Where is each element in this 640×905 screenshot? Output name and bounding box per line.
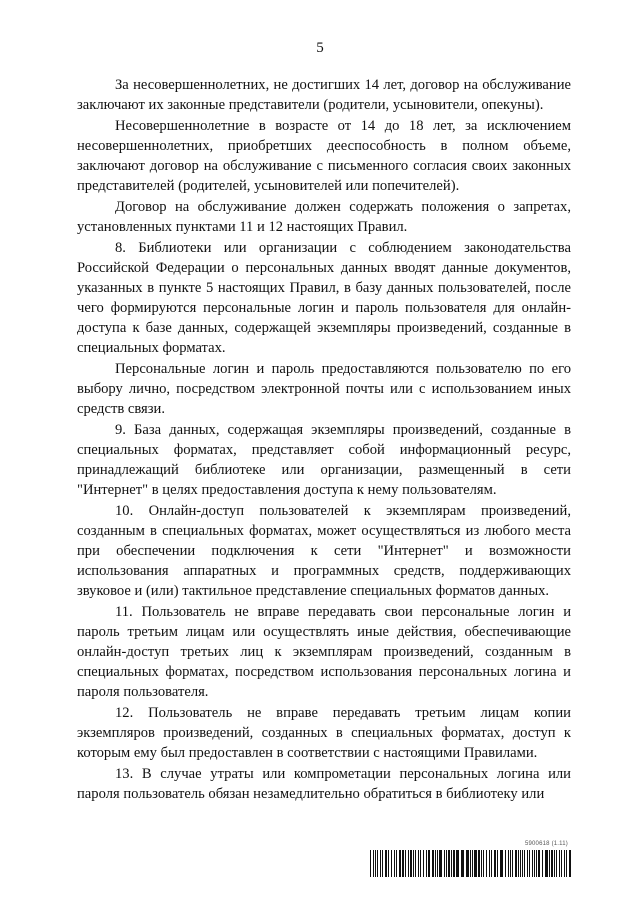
document-code: 5900618 (1.11) [524,841,568,847]
document-body [77,75,571,805]
paragraph: 13. В случае утраты или компрометации персональных логина или пароля пользователь обязан незамедлительно обратиться в библиотеку или [77,766,571,802]
paragraph: 11. Пользователь не вправе передавать свои персональные логин и пароль третьим лицам или осуществлять иные действия, обеспечивающие онлайн-доступ третьих лиц к экземплярам произведений, созданным в специальных форматах, посредством использования персональных логина и пароля пользователя. [77,604,571,700]
paragraph: 10. Онлайн-доступ пользователей к экземплярам произведений, созданным в специальных форматах, может осуществляться из любого места при обеспечении подключения к сети "Интернет" и возможности использования аппаратных и программных средств, поддерживающих звуковое и (или) тактильное представление специальных форматов данных. [77,503,571,599]
barcode-image [370,850,572,877]
paragraph: Договор на обслуживание должен содержать положения о запретах, установленных пунктами 11 и 12 настоящих Правил. [77,199,571,235]
paragraph: 8. Библиотеки или организации с соблюдением законодательства Российской Федерации о персональных данных вводят данные документов, указанных в пункте 5 настоящих Правил, в базу данных пользователей, после чего формируются персональные логин и пароль пользователя для онлайн-доступа к базе данных, содержащей экземпляры произведений, созданные в специальных форматах. [77,240,571,356]
page-number: 5 [316,40,324,56]
paragraph: За несовершеннолетних, не достигших 14 лет, договор на обслуживание заключают их законные представители (родители, усыновители, опекуны). [77,77,571,113]
paragraph: 9. База данных, содержащая экземпляры произведений, созданные в специальных форматах, представляет собой информационный ресурс, принадлежащий библиотеке или организации, размещенный в сети "Интернет" в целях предоставления доступа к нему пользователям. [77,422,571,498]
paragraph: 12. Пользователь не вправе передавать третьим лицам копии экземпляров произведений, созданных в специальных форматах, доступ к которым ему был предоставлен в соответствии с настоящими Правилами. [77,705,571,761]
paragraph: Несовершеннолетние в возрасте от 14 до 18 лет, за исключением несовершеннолетних, приобретших дееспособность в полном объеме, заключают договор на обслуживание с письменного согласия своих законных представителей (родителей, усыновителей или попечителей). [77,118,571,194]
paragraph: Персональные логин и пароль предоставляются пользователю по его выбору лично, посредством электронной почты или с использованием иных средств связи. [77,361,571,417]
